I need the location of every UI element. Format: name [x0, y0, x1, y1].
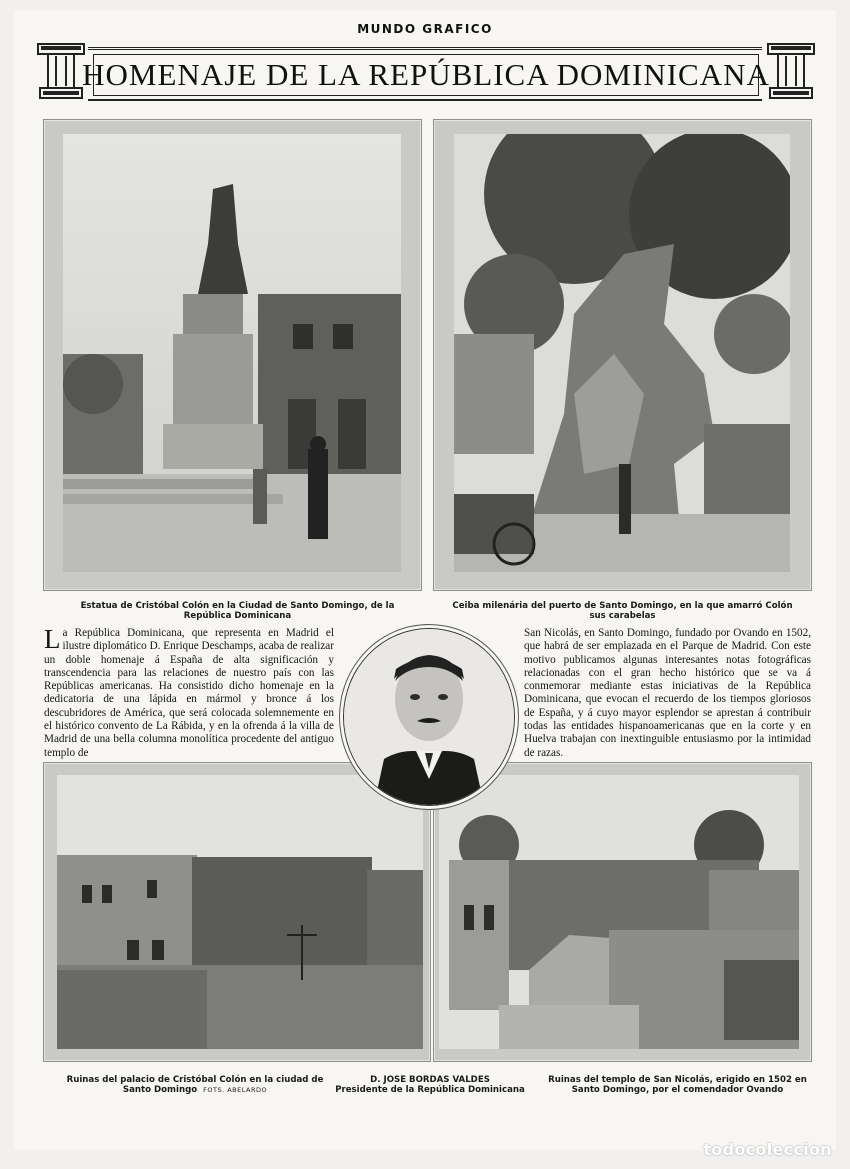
palace-photo — [57, 775, 423, 1049]
watermark-logo: todocoleccion — [703, 1140, 832, 1159]
article-left-text: a República Dominicana, que representa en Madrid el ilustre diplomático D. Enrique Deschamps, acaba de realizar un doble homenaje á España de alta significación y transcendencia para las relaciones de nuestro país con las Repúblicas americanas. Ha consistido dicho homenaje en la dedicatoria de una lápida en mármol y bronce á los descubridores de América, que será colocada solemnemente en el histórico convento de La Rábida, y en la ofrenda á la villa de Madrid de una bella columna monolítica procedente del antiguo templo de — [44, 627, 334, 759]
statue-caption: Estatua de Cristóbal Colón en la Ciudad de Santo Domingo, de la República Dominicana — [80, 601, 395, 621]
page-title: HOMENAJE DE LA REPÚBLICA DOMINICANA — [82, 57, 770, 92]
statue-photo — [63, 134, 401, 572]
title-rule-top — [88, 47, 762, 50]
photo-credit: FOTS. ABELARDO — [203, 1086, 268, 1094]
portrait-caption — [330, 1075, 530, 1095]
ceiba-photo — [454, 134, 790, 572]
article-right-text: San Nicolás, en Santo Domingo, fundado por Ovando en 1502, que habrá de ser emplazada en el Parque de Madrid. Con este motivo publicamos algunas interesantes notas fotográficas relacionadas con el gran hecho histórico que se va á conmemorar mediante estas iniciativas de la República Dominicana, que evocan el recuerdo de los tiempos gloriosos de España, y á cuyo mayor esplendor se aprestan á contribuir todas las entidades hispanoamericanas que en la corte y en Huelva trabajan con inextinguible entusiasmo por la intimidad de razas. — [524, 627, 811, 759]
column-ornament-right-icon — [766, 42, 816, 102]
palace-caption — [60, 1075, 330, 1095]
publication-name: MUNDO GRAFICO — [357, 22, 493, 36]
column-ornament-left-icon — [36, 42, 86, 102]
portrait-caption-role: Presidente de la República Dominicana — [335, 1085, 525, 1095]
ceiba-caption: Ceiba milenária del puerto de Santo Domingo, en la que amarró Colón sus carabelas — [452, 601, 793, 621]
article-right-column — [524, 627, 811, 760]
palace-caption-text: Ruinas del palacio de Cristóbal Colón en la ciudad de Santo Domingo — [66, 1075, 324, 1095]
portrait-caption-name: D. JOSE BORDAS VALDES — [370, 1075, 490, 1085]
title-box — [82, 54, 770, 96]
temple-photo — [439, 775, 799, 1049]
dropcap-letter: L — [44, 624, 61, 654]
portrait-photo — [344, 629, 514, 805]
portrait-medallion — [343, 628, 515, 806]
title-rule-bottom — [88, 99, 762, 101]
article-left-column — [44, 624, 334, 760]
temple-caption: Ruinas del templo de San Nicolás, erigido en 1502 en Santo Domingo, por el comendador Ovando — [548, 1075, 807, 1095]
